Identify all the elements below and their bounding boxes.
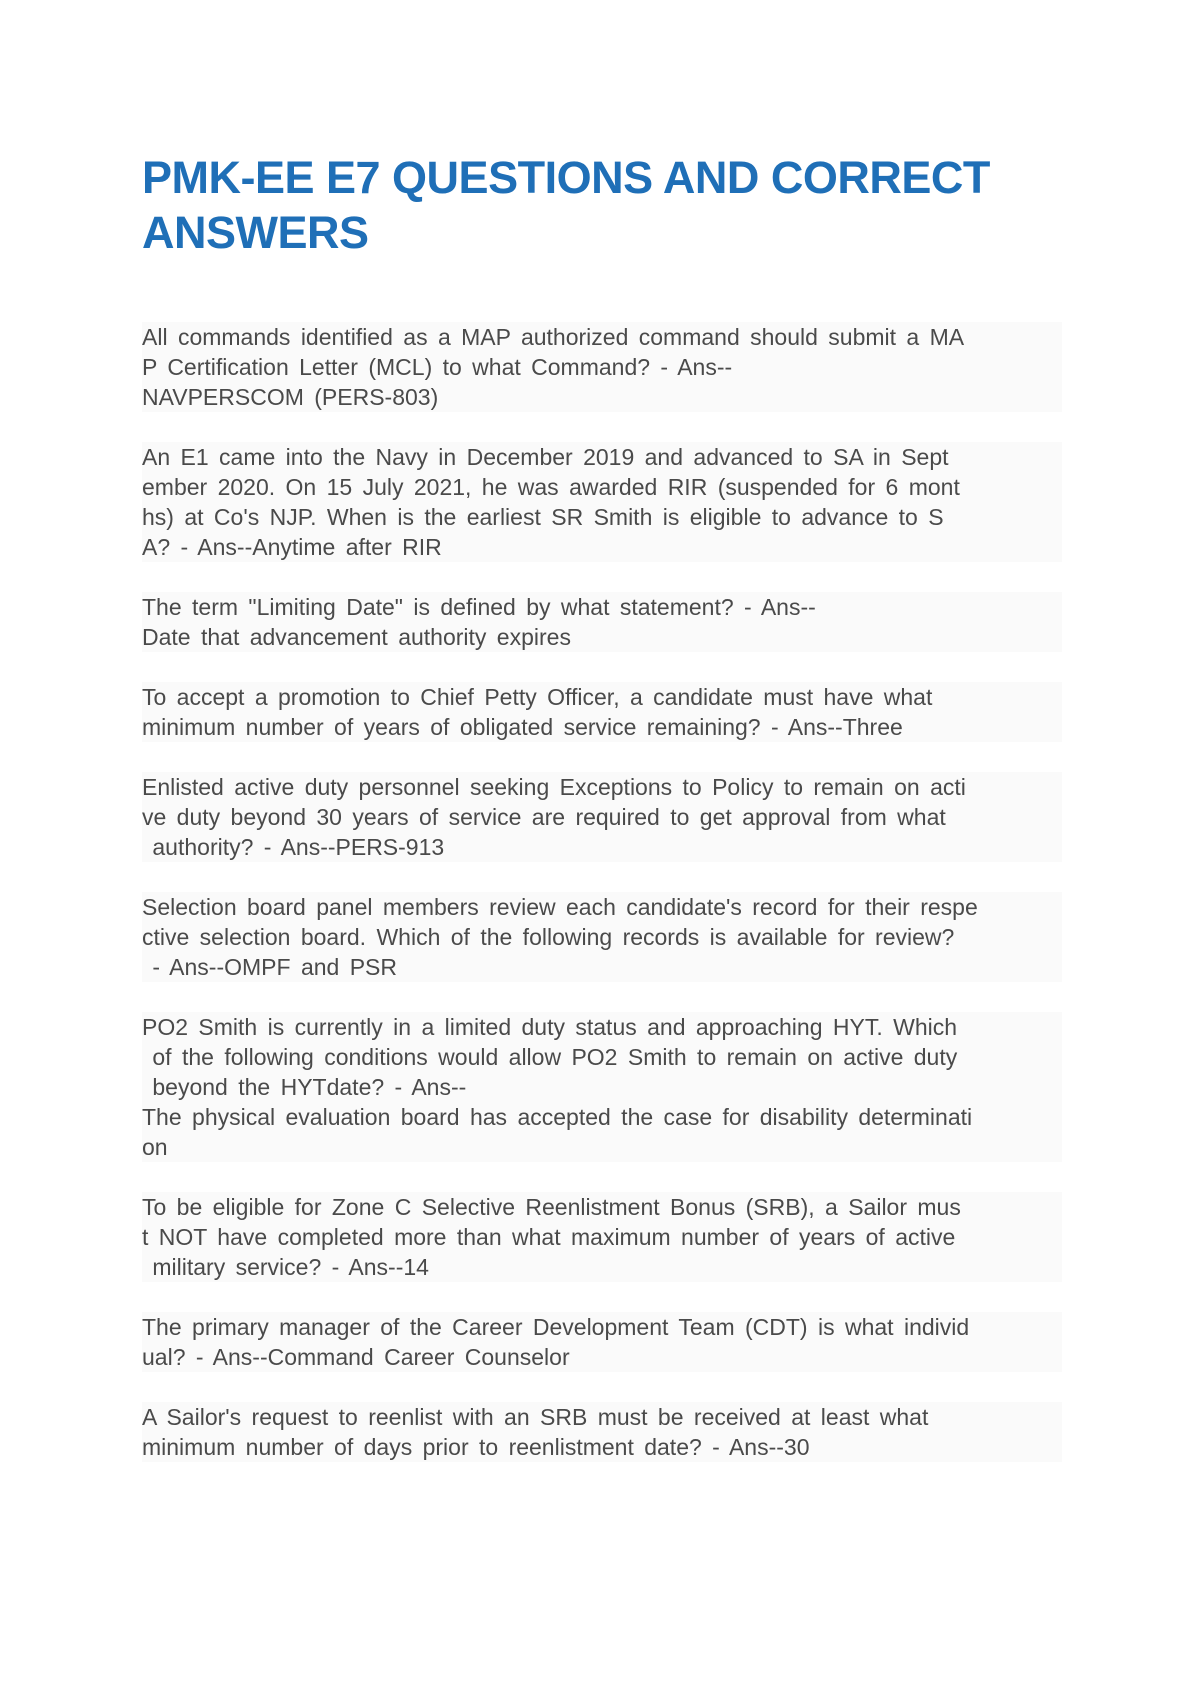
qa-item: To accept a promotion to Chief Petty Officer, a candidate must have what minimum number of years of obligated service remaining? - Ans--Three (142, 682, 1062, 742)
qa-item: PO2 Smith is currently in a limited duty status and approaching HYT. Which of the following conditions would allow PO2 Smith to remain on active duty beyond the HYTdate? - Ans-- The physical evaluation board has accepted the case for disability determinati on (142, 1012, 1062, 1162)
qa-item: To be eligible for Zone C Selective Reenlistment Bonus (SRB), a Sailor mus t NOT have completed more than what maximum number of years of active military service? - Ans--14 (142, 1192, 1062, 1282)
qa-item: Enlisted active duty personnel seeking Exceptions to Policy to remain on acti ve duty beyond 30 years of service are required to get approval from what authority? - Ans--PERS-913 (142, 772, 1062, 862)
qa-item: A Sailor's request to reenlist with an SRB must be received at least what minimum number of days prior to reenlistment date? - Ans--30 (142, 1402, 1062, 1462)
qa-item: An E1 came into the Navy in December 2019 and advanced to SA in Sept ember 2020. On 15 July 2021, he was awarded RIR (suspended for 6 mont hs) at Co's NJP. When is the earliest SR Smith is eligible to advance to S A? - Ans--Anytime after RIR (142, 442, 1062, 562)
qa-item: The primary manager of the Career Development Team (CDT) is what individ ual? - Ans--Command Career Counselor (142, 1312, 1062, 1372)
qa-item: The term "Limiting Date" is defined by what statement? - Ans-- Date that advancement authority expires (142, 592, 1062, 652)
qa-item: All commands identified as a MAP authorized command should submit a MA P Certification Letter (MCL) to what Command? - Ans-- NAVPERSCOM (PERS-803) (142, 322, 1062, 412)
qa-item: Selection board panel members review each candidate's record for their respe ctive selection board. Which of the following records is available for review? - Ans--OMPF and PSR (142, 892, 1062, 982)
qa-list (142, 322, 1062, 1492)
document-title: PMK-EE E7 QUESTIONS AND CORRECT ANSWERS (142, 152, 990, 258)
